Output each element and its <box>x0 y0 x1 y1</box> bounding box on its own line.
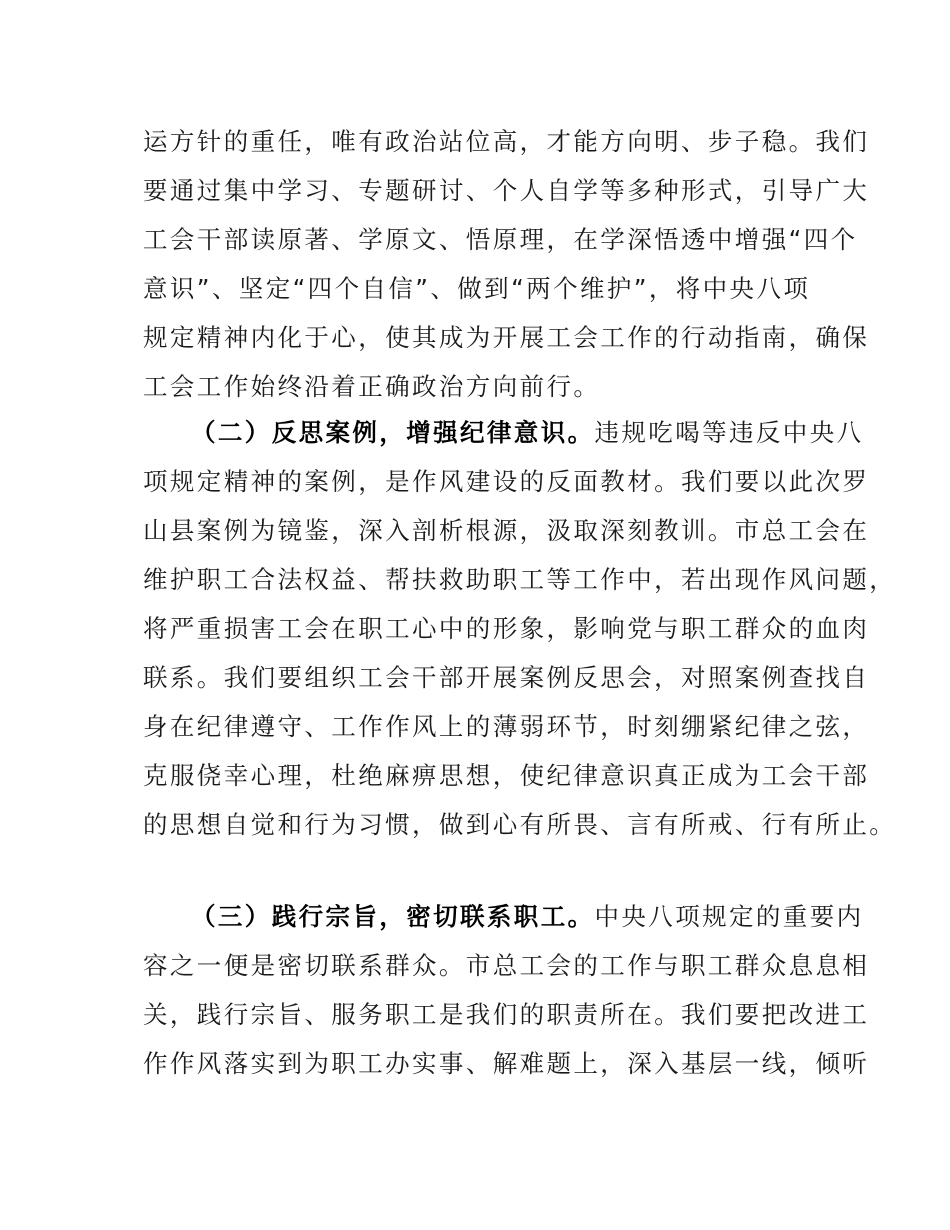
paragraph-first-line <box>191 901 864 933</box>
section-heading: （二）反思案例，增强纪律意识。 <box>191 418 595 447</box>
paragraph-line: 的思想自觉和行为习惯，做到心有所畏、言有所戒、行有所止。 <box>143 810 897 839</box>
heading-continuation: 违规吃喝等违反中央八 <box>594 418 864 447</box>
paragraph-line: 维护职工合法权益、帮扶救助职工等工作中，若出现作风问题， <box>143 565 897 594</box>
paragraph-line: 要通过集中学习、专题研讨、个人自学等多种形式，引导广大 <box>143 176 870 205</box>
heading-continuation: 中央八项规定的重要内 <box>594 902 864 931</box>
paragraph-line: 工会干部读原著、学原文、悟原理，在学深悟透中增强“四个 <box>143 225 858 254</box>
paragraph-line: 工会工作始终沿着正确政治方向前行。 <box>143 372 601 401</box>
paragraph-line: 意识”、坚定“四个自信”、做到“两个维护”，将中央八项 <box>143 274 811 303</box>
paragraph-first-line <box>191 417 864 449</box>
paragraph-line: 规定精神内化于心，使其成为开展工会工作的行动指南，确保 <box>143 323 870 352</box>
paragraph-line: 身在纪律遵守、工作作风上的薄弱环节，时刻绷紧纪律之弦， <box>143 712 870 741</box>
paragraph-line: 山县案例为镜鉴，深入剖析根源，汲取深刻教训。市总工会在 <box>143 516 870 545</box>
section-heading: （三）践行宗旨，密切联系职工。 <box>191 902 595 931</box>
paragraph-line: 作作风落实到为职工办实事、解难题上，深入基层一线，倾听 <box>143 1049 870 1078</box>
paragraph-line: 关，践行宗旨、服务职工是我们的职责所在。我们要把改进工 <box>143 1000 870 1029</box>
paragraph-line: 容之一便是密切联系群众。市总工会的工作与职工群众息息相 <box>143 951 870 980</box>
paragraph-line: 联系。我们要组织工会干部开展案例反思会，对照案例查找自 <box>143 663 870 692</box>
paragraph-line: 克服侥幸心理，杜绝麻痹思想，使纪律意识真正成为工会干部 <box>143 761 870 790</box>
paragraph-line: 项规定精神的案例，是作风建设的反面教材。我们要以此次罗 <box>143 467 870 496</box>
paragraph-line: 将严重损害工会在职工心中的形象，影响党与职工群众的血肉 <box>143 614 870 643</box>
paragraph-line: 运方针的重任，唯有政治站位高，才能方向明、步子稳。我们 <box>143 127 870 156</box>
